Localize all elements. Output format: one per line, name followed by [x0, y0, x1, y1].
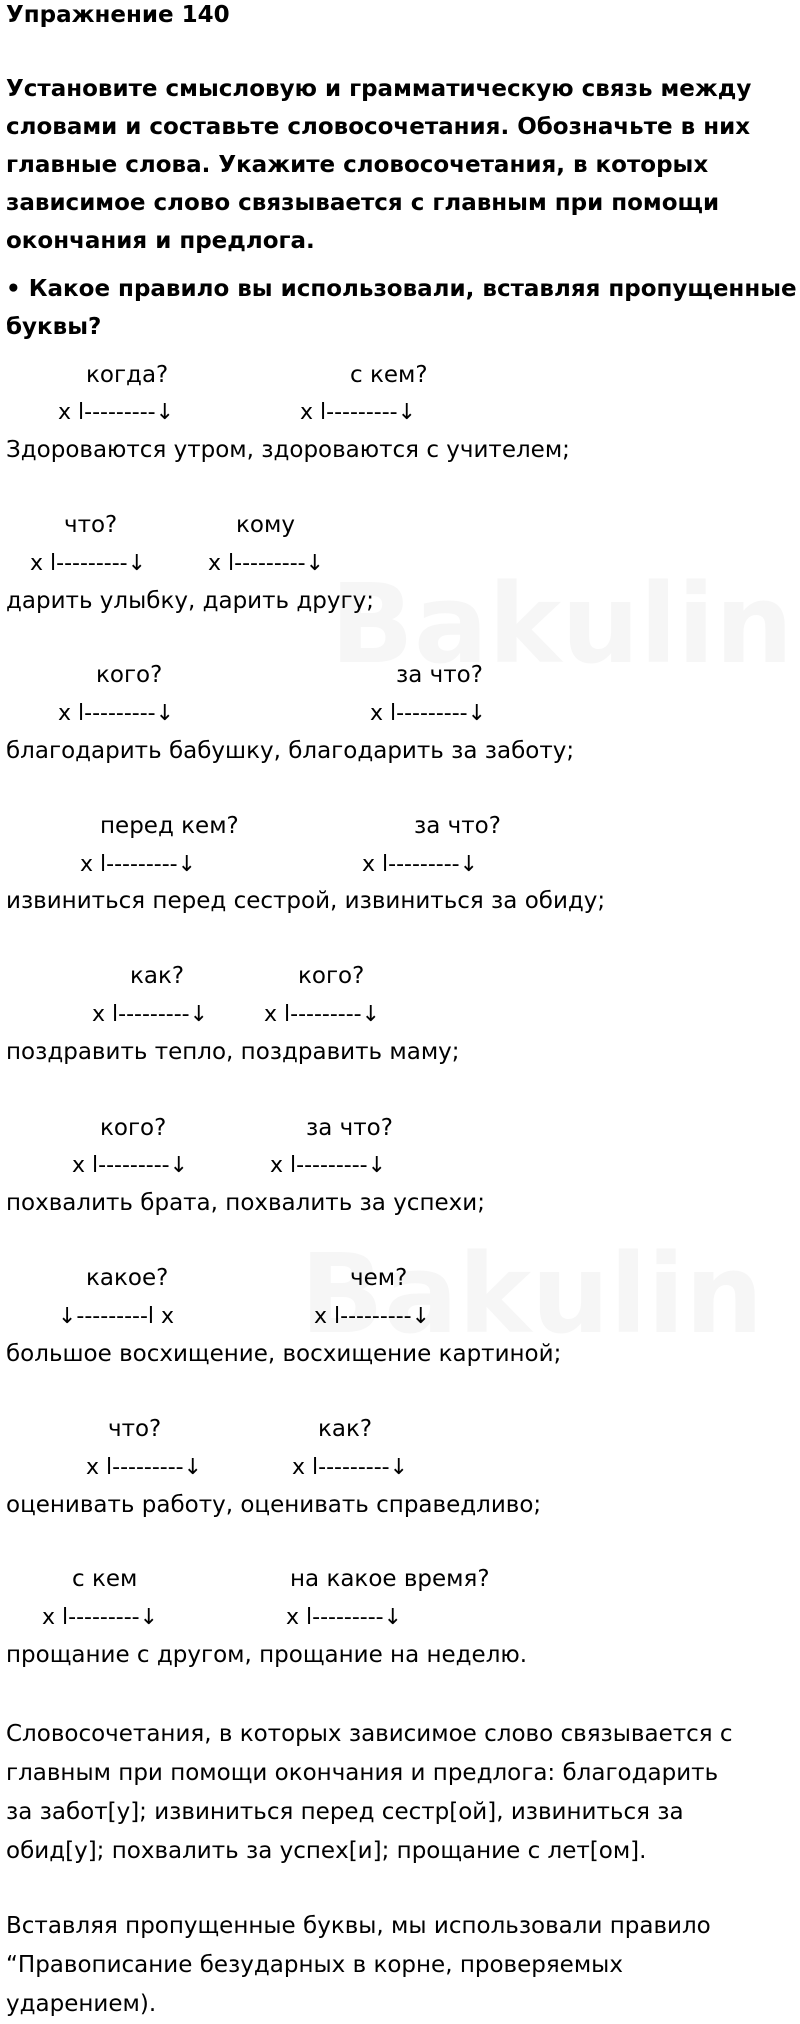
task-text	[6, 70, 751, 260]
question-2: кого?	[298, 963, 365, 989]
question-2: кому	[236, 512, 295, 538]
phrase-line: оценивать работу, оценивать справедливо;	[6, 1492, 542, 1518]
question-2: на какое время?	[290, 1566, 490, 1592]
phrase-line: дарить улыбку, дарить другу;	[6, 588, 374, 614]
link-mark-1: x l---------↓	[86, 1455, 203, 1480]
rule-line: Вставляя пропущенные буквы, мы использовали правило	[6, 1913, 711, 1939]
phrase-line: благодарить бабушку, благодарить за заботу;	[6, 738, 575, 764]
rule-paragraph	[6, 1907, 711, 2024]
link-mark-2: x l---------↓	[270, 1153, 387, 1178]
question-2: за что?	[414, 813, 501, 839]
question-1: что?	[64, 512, 118, 538]
question-2: за что?	[306, 1115, 393, 1141]
link-mark-2: x l---------↓	[264, 1002, 381, 1027]
question-2: за что?	[396, 662, 483, 688]
phrase-line: поздравить тепло, поздравить маму;	[6, 1039, 460, 1065]
phrase-line: большое восхищение, восхищение картиной;	[6, 1341, 562, 1367]
bullet-line: • Какое правило вы использовали, вставляя пропущенные	[6, 276, 797, 302]
question-1: кого?	[100, 1115, 167, 1141]
link-mark-1: x l---------↓	[80, 852, 197, 877]
summary-line: главным при помощи окончания и предлога: благодарить	[6, 1760, 719, 1786]
link-mark-1: ↓---------l x	[58, 1304, 175, 1329]
link-mark-1: x l---------↓	[42, 1605, 159, 1630]
question-1: с кем	[72, 1566, 138, 1592]
summary-line: обид[у]; похвалить за успех[и]; прощание с лет[ом].	[6, 1838, 647, 1864]
link-mark-2: x l---------↓	[208, 551, 325, 576]
question-2: как?	[318, 1416, 373, 1442]
task-line: зависимое слово связывается с главным при помощи	[6, 190, 720, 216]
phrase-line: похвалить брата, похвалить за успехи;	[6, 1190, 485, 1216]
question-2: с кем?	[350, 362, 428, 388]
question-1: какое?	[86, 1265, 169, 1291]
link-mark-1: x l---------↓	[58, 400, 175, 425]
question-2: чем?	[350, 1265, 408, 1291]
link-mark-1: x l---------↓	[58, 701, 175, 726]
bullet-question	[6, 270, 797, 346]
phrase-line: прощание с другом, прощание на неделю.	[6, 1642, 528, 1668]
rule-line: ударением).	[6, 1991, 157, 2017]
question-1: когда?	[86, 362, 169, 388]
phrase-line: извиниться перед сестрой, извиниться за обиду;	[6, 888, 606, 914]
bullet-line: буквы?	[6, 314, 102, 340]
link-mark-2: x l---------↓	[292, 1455, 409, 1480]
link-mark-2: x l---------↓	[362, 852, 479, 877]
watermark	[300, 1230, 763, 1358]
link-mark-2: x l---------↓	[314, 1304, 431, 1329]
task-line: словами и составьте словосочетания. Обозначьте в них	[6, 114, 751, 140]
rule-line: “Правописание безударных в корне, проверяемых	[6, 1952, 623, 1978]
question-1: кого?	[96, 662, 163, 688]
link-mark-1: x l---------↓	[92, 1002, 209, 1027]
question-1: что?	[108, 1416, 162, 1442]
summary-line: Словосочетания, в которых зависимое слово связывается с	[6, 1721, 733, 1747]
question-1: как?	[130, 963, 185, 989]
link-mark-2: x l---------↓	[300, 400, 417, 425]
question-1: перед кем?	[100, 813, 239, 839]
task-line: Установите смысловую и грамматическую связь между	[6, 76, 752, 102]
link-mark-2: x l---------↓	[370, 701, 487, 726]
link-mark-2: x l---------↓	[286, 1605, 403, 1630]
summary-paragraph	[6, 1715, 733, 1871]
link-mark-1: x l---------↓	[30, 551, 147, 576]
task-line: главные слова. Укажите словосочетания, в которых	[6, 152, 709, 178]
task-line: окончания и предлога.	[6, 228, 315, 254]
phrase-line: Здороваются утром, здороваются с учителем;	[6, 437, 570, 463]
summary-line: за забот[у]; извиниться перед сестр[ой], извиниться за	[6, 1799, 684, 1825]
exercise-title: Упражнение 140	[6, 2, 230, 28]
link-mark-1: x l---------↓	[72, 1153, 189, 1178]
